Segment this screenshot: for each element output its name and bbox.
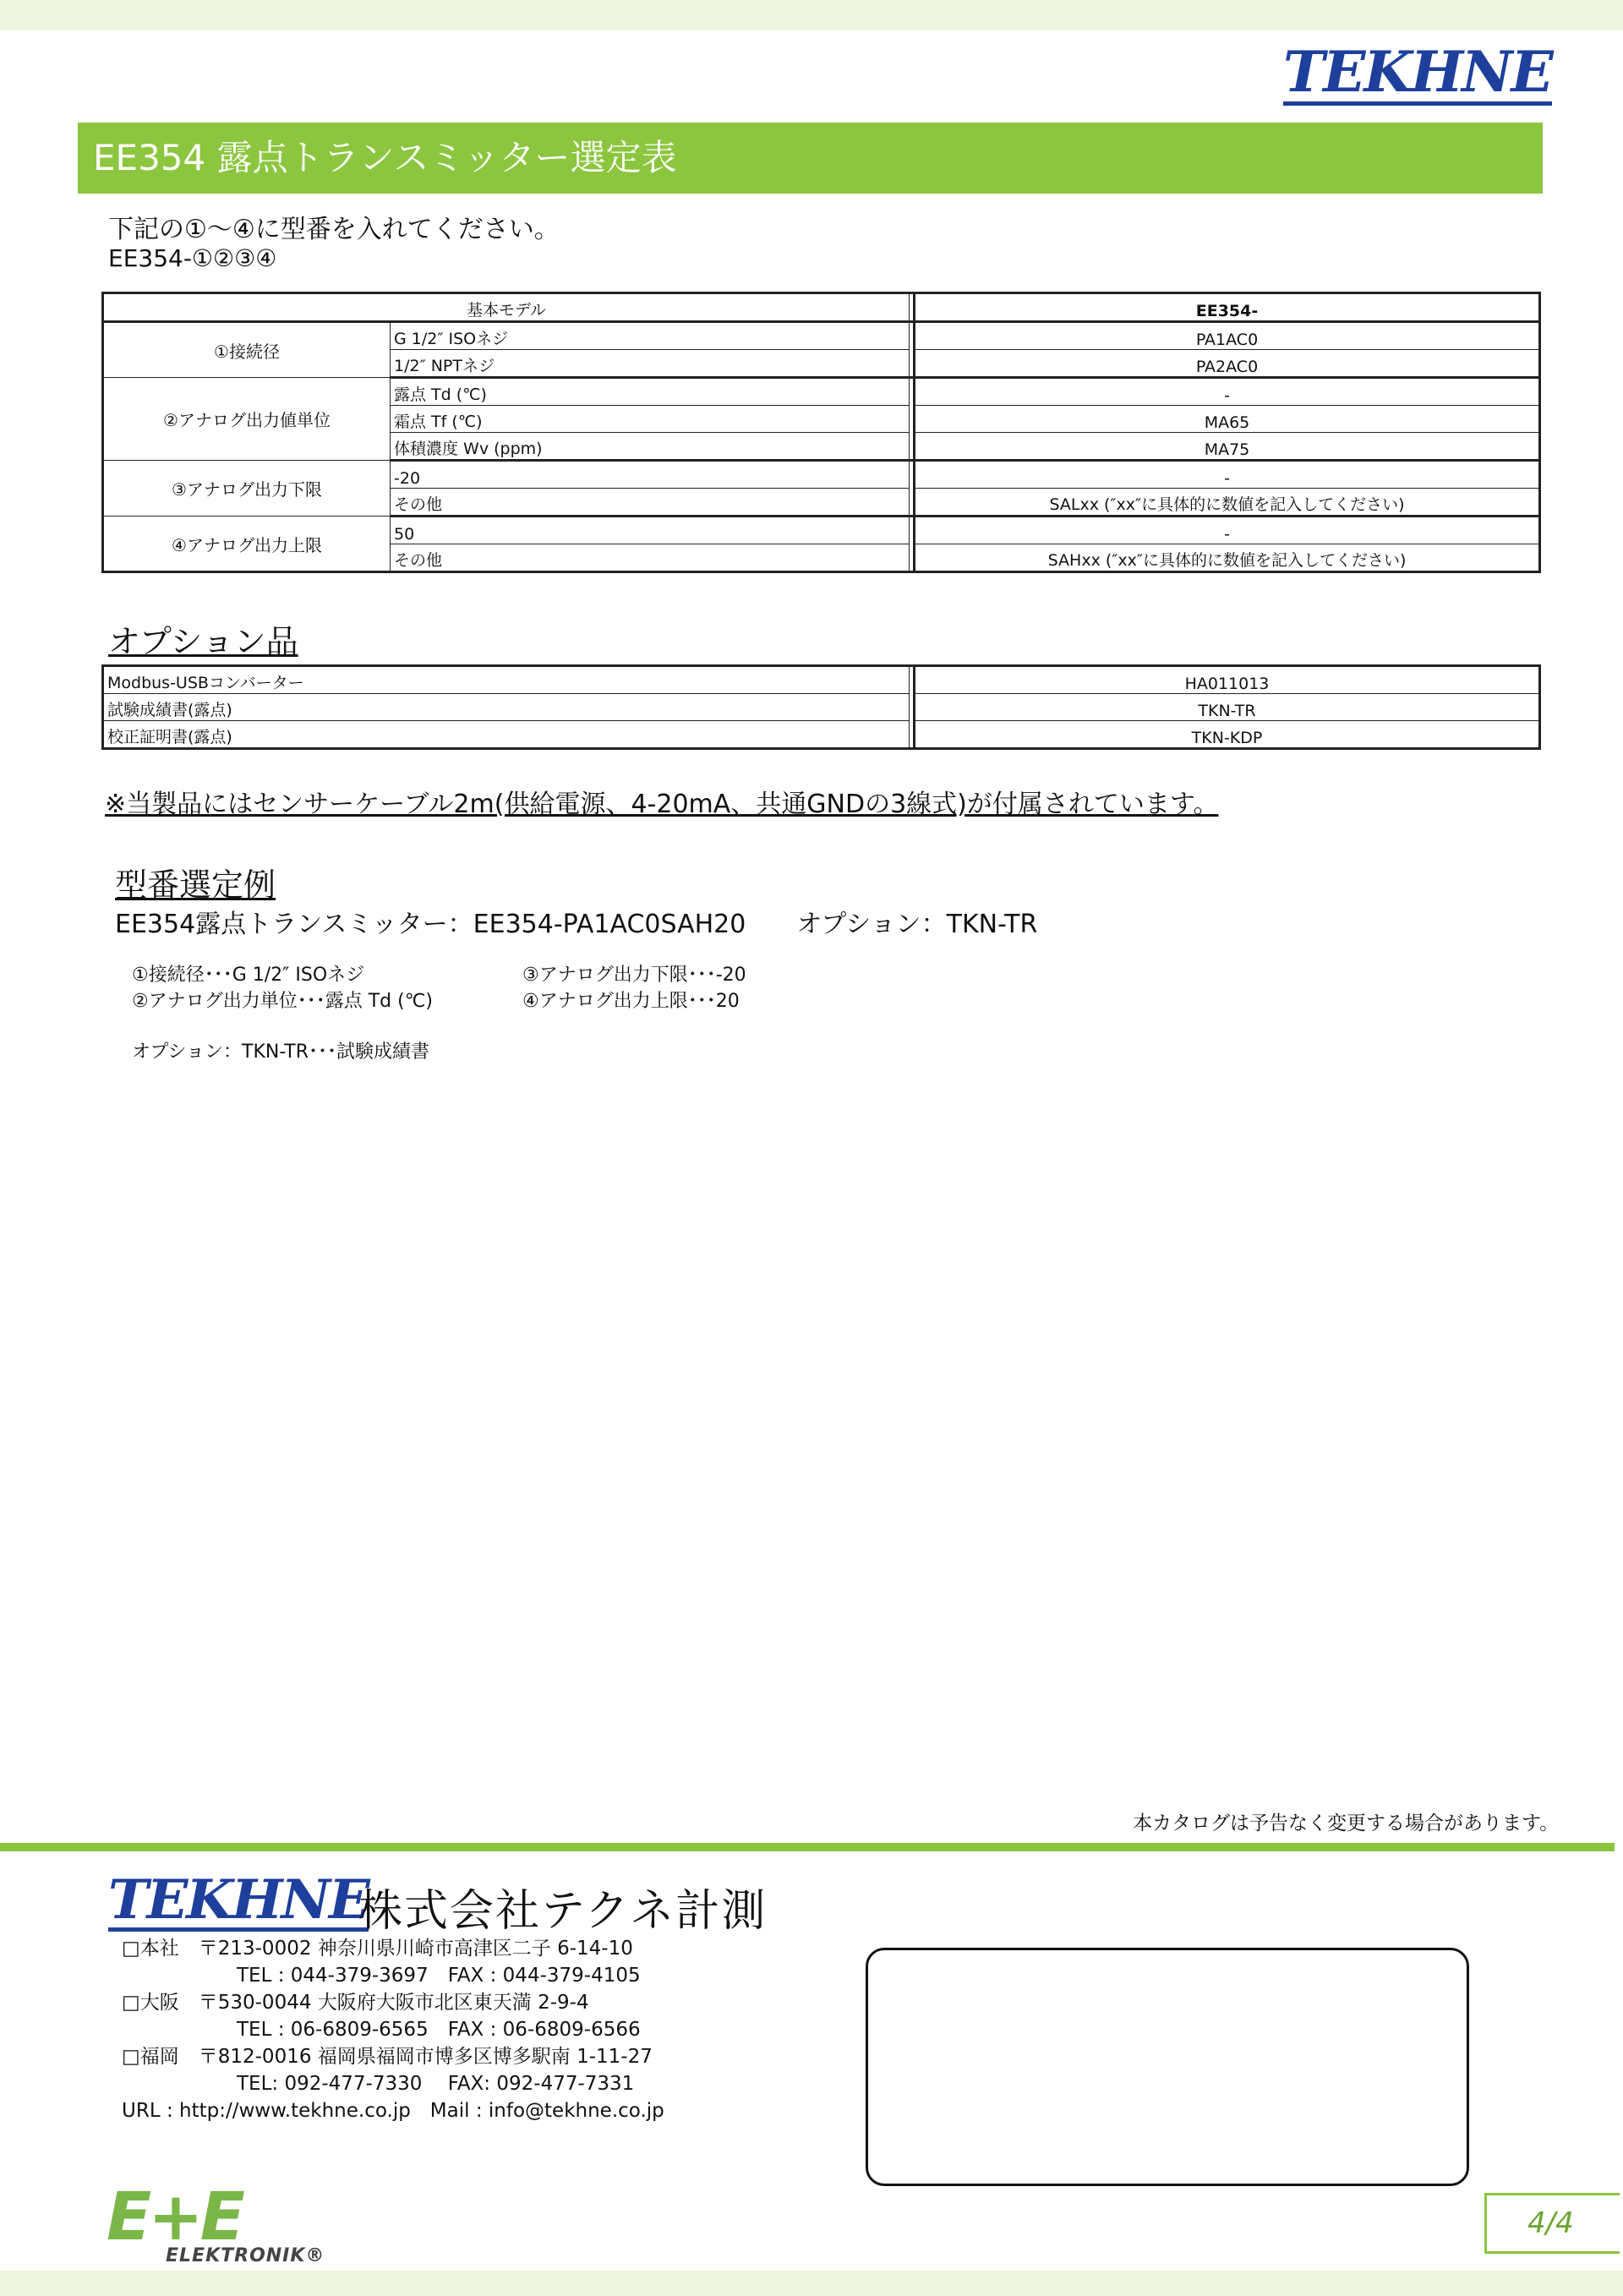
address-line: TEL: 092-477-7330 FAX: 092-477-7331 — [237, 2073, 635, 2095]
intro-instruction: 下記の①～④に型番を入れてください。 — [108, 215, 560, 244]
intro-model-pattern: EE354-①②③④ — [108, 244, 277, 272]
option-code: - — [915, 517, 1540, 544]
footer-divider — [0, 1843, 1615, 1851]
example-item-3: ③アナログ出力下限･･･-20 — [522, 965, 746, 986]
bottom-band — [0, 2271, 1623, 2296]
options-table — [101, 664, 1541, 750]
option-label: その他 — [391, 489, 910, 517]
ee-elektronik-logo — [107, 2179, 325, 2266]
tekhne-footer-logo: TEKHNE — [108, 1868, 369, 1932]
option-code: PA1AC0 — [915, 322, 1540, 350]
option-code: - — [915, 378, 1540, 406]
dealer-stamp-box — [866, 1948, 1469, 2186]
option-code: TKN-KDP — [915, 721, 1540, 749]
option-label: G 1/2″ ISOネジ — [391, 322, 910, 350]
option-label: 霜点 Tf (℃) — [391, 406, 910, 433]
option-code: SALxx (″xx″に具体的に数値を記入してください) — [915, 489, 1540, 517]
address-line: TEL : 044-379-3697 FAX : 044-379-4105 — [237, 1965, 641, 1987]
option-code: PA2AC0 — [915, 350, 1540, 378]
option-code: - — [915, 461, 1540, 489]
option-code: TKN-TR — [915, 694, 1540, 721]
table-row — [103, 322, 1540, 350]
example-item-2: ②アナログ出力単位･･･露点 Td (℃) — [132, 991, 433, 1012]
table-row — [103, 666, 1540, 694]
group-label: ④アナログ出力上限 — [103, 517, 391, 572]
option-code: HA011013 — [915, 666, 1540, 694]
option-label: 体積濃度 Wv (ppm) — [391, 433, 910, 461]
header-model-prefix: EE354- — [915, 293, 1540, 322]
table-header-row — [103, 293, 1540, 322]
page-title: EE354 露点トランスミッター選定表 — [78, 123, 1543, 194]
example-heading: 型番選定例 — [115, 866, 276, 904]
option-label: 1/2″ NPTネジ — [391, 350, 910, 378]
table-row — [103, 721, 1540, 749]
option-code: MA75 — [915, 433, 1540, 461]
company-name: 株式会社テクネ計測 — [358, 1886, 768, 1937]
header-basic-model: 基本モデル — [103, 293, 910, 322]
group-label: ②アナログ出力値単位 — [103, 378, 391, 461]
option-label: -20 — [391, 461, 910, 489]
option-name: 校正証明書(露点) — [103, 721, 910, 749]
option-name: Modbus-USBコンバーター — [103, 666, 910, 694]
group-label: ③アナログ出力下限 — [103, 461, 391, 517]
option-name: 試験成績書(露点) — [103, 694, 910, 721]
example-model-line: EE354露点トランスミッター：EE354-PA1AC0SAH20 オプション：TKN-TR — [115, 910, 1038, 939]
option-label: 50 — [391, 517, 910, 544]
disclaimer: 本カタログは予告なく変更する場合があります。 — [1133, 1812, 1560, 1834]
group-label: ①接続径 — [103, 322, 391, 378]
tekhne-logo: TEKHNE — [1283, 39, 1552, 105]
table-row — [103, 517, 1540, 544]
example-item-1: ①接続径･･･G 1/2″ ISOネジ — [132, 965, 365, 986]
top-band — [0, 0, 1623, 30]
address-line: □福岡 〒812-0016 福岡県福岡市博多区博多駅南 1-11-27 — [122, 2046, 653, 2068]
option-label: その他 — [391, 544, 910, 572]
selection-table — [101, 292, 1541, 573]
options-heading: オプション品 — [108, 623, 298, 660]
table-row — [103, 461, 1540, 489]
example-option-line: オプション：TKN-TR･･･試験成績書 — [132, 1041, 429, 1063]
contact-line: URL : http://www.tekhne.co.jp Mail : info@tekhne.co.jp — [122, 2100, 664, 2122]
table-row — [103, 378, 1540, 406]
option-label: 露点 Td (℃) — [391, 378, 910, 406]
ee-mark: E+E — [107, 2179, 242, 2255]
option-code: SAHxx (″xx″に具体的に数値を記入してください) — [915, 544, 1540, 572]
address-line: □本社 〒213-0002 神奈川県川崎市高津区二子 6-14-10 — [122, 1938, 633, 1960]
table-row — [103, 694, 1540, 721]
example-item-4: ④アナログ出力上限･･･20 — [522, 991, 740, 1012]
ee-name: ELEKTRONIK® — [166, 2245, 325, 2266]
cable-note: ※当製品にはセンサーケーブル2m(供給電源、4-20mA、共通GNDの3線式)が付属されています。 — [105, 790, 1219, 819]
address-line: TEL : 06-6809-6565 FAX : 06-6809-6566 — [237, 2019, 641, 2041]
address-line: □大阪 〒530-0044 大阪府大阪市北区東天満 2-9-4 — [122, 1992, 589, 2014]
page-number: 4/4 — [1484, 2193, 1620, 2254]
option-code: MA65 — [915, 406, 1540, 433]
